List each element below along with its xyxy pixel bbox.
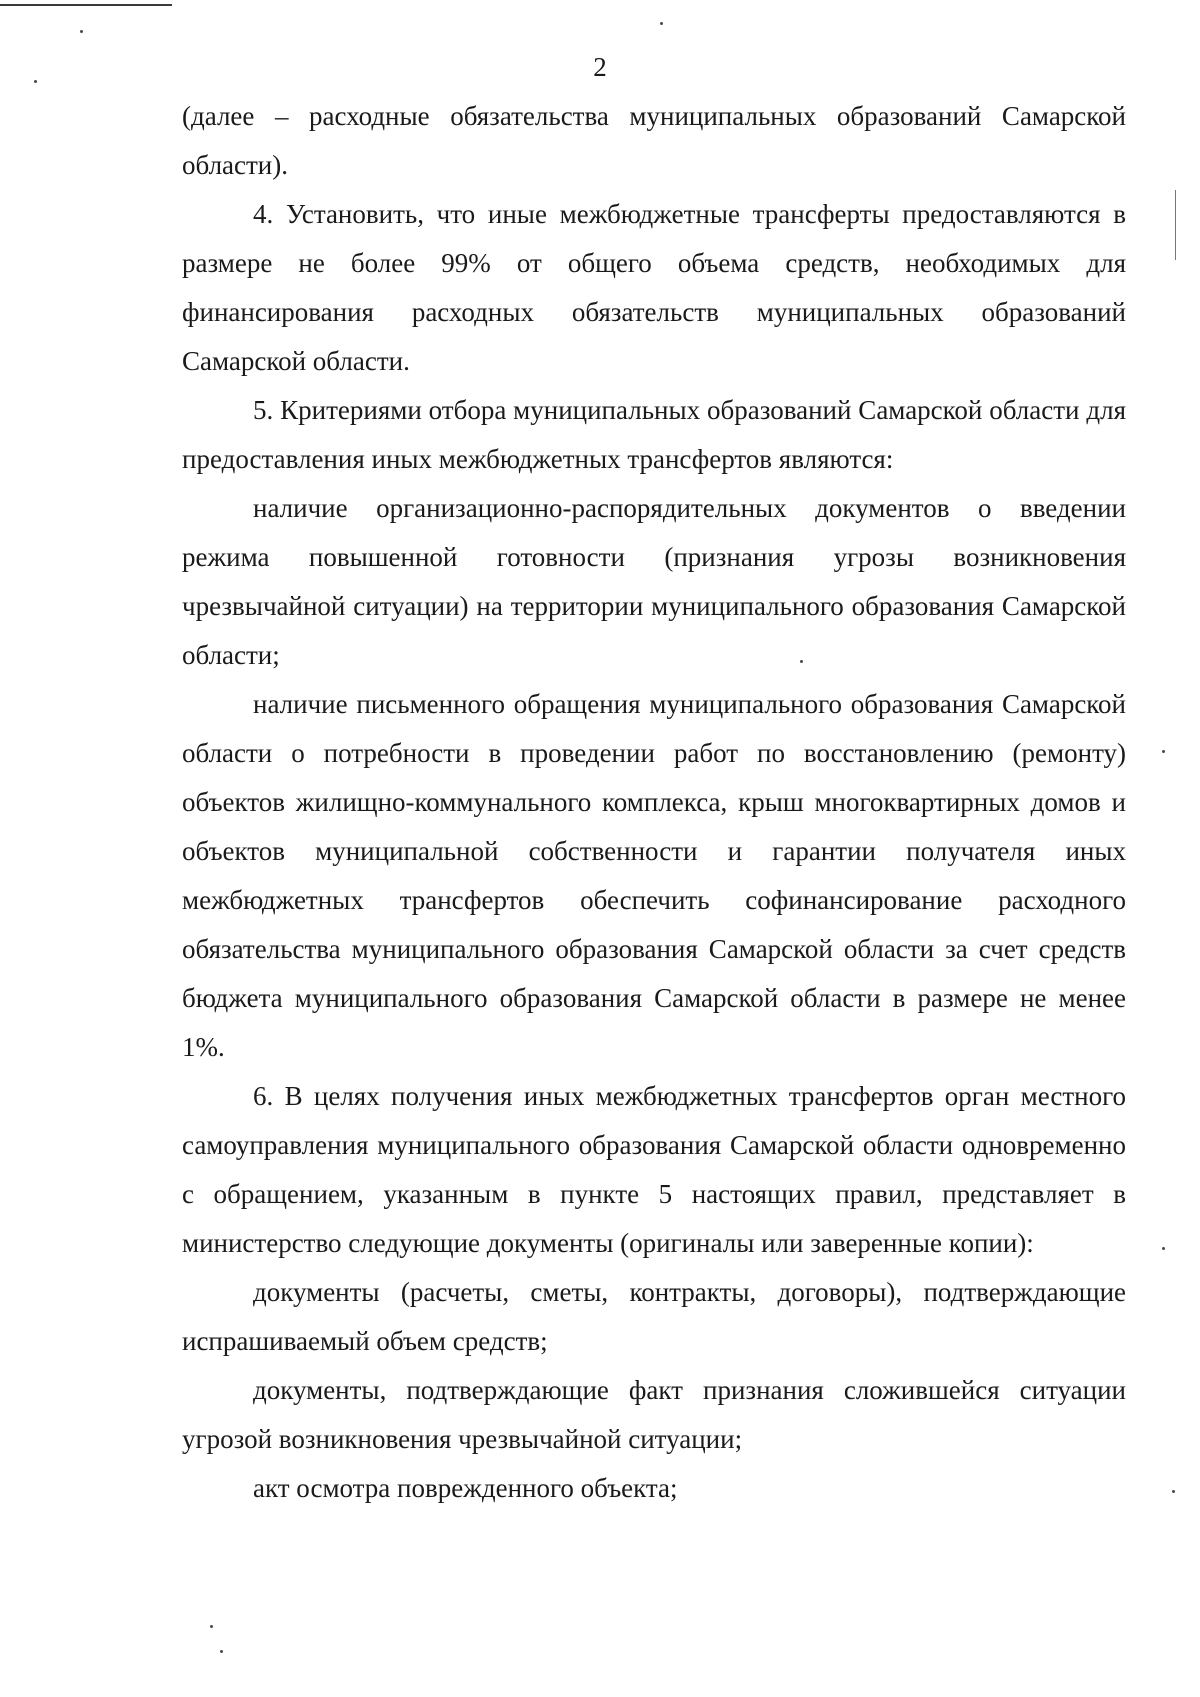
paragraph-criterion-2: наличие письменного обращения муниципального образования Самарской области о потребности в проведении работ по восстановлению (ремонту) объектов жилищно-коммунального комплекса, крыш многоквартирных домов и объектов муниципальной собственности и гарантии получателя иных межбюджетных трансфертов обеспечить софинансирование расходного обязательства муниципального образования Самарской области за счет средств бюджета муниципального образования Самарской области в размере не менее 1%. (182, 689, 1126, 1062)
scan-speck (1162, 1247, 1165, 1250)
paragraph-document-2: документы, подтверждающие факт признания сложившейся ситуации угрозой возникновения чрезвычайной ситуации; (182, 1375, 1126, 1454)
paragraph-item-5: 5. Критериями отбора муниципальных образований Самарской области для предоставления иных межбюджетных трансфертов являются: (182, 395, 1126, 474)
scan-speck (1172, 1490, 1175, 1493)
document-body (182, 92, 1126, 1513)
paragraph-item-4: 4. Установить, что иные межбюджетные трансферты предоставляются в размере не более 99% от общего объема средств, необходимых для финансирования расходных обязательств муниципальных образований Самарской области. (182, 199, 1126, 376)
scan-speck (220, 1650, 223, 1653)
scan-speck (660, 22, 663, 25)
scan-margin-mark (1175, 190, 1176, 260)
paragraph-document-1: документы (расчеты, сметы, контракты, договоры), подтверждающие испрашиваемый объем средств; (182, 1277, 1126, 1356)
scan-edge-line (0, 4, 172, 6)
scan-speck (34, 80, 37, 83)
scan-speck (1162, 750, 1165, 753)
paragraph-document-3: акт осмотра поврежденного объекта; (253, 1473, 678, 1503)
scan-speck (210, 1625, 213, 1628)
scan-speck (800, 660, 803, 663)
paragraph-continuation: (далее – расходные обязательства муниципальных образований Самарской области). (182, 101, 1126, 180)
page-number: 2 (593, 52, 607, 82)
paragraph-criterion-1: наличие организационно-распорядительных документов о введении режима повышенной готовности (признания угрозы возникновения чрезвычайной ситуации) на территории муниципального образования Самарской области; (182, 493, 1126, 670)
paragraph-item-6: 6. В целях получения иных межбюджетных трансфертов орган местного самоуправления муниципального образования Самарской области одновременно с обращением, указанным в пункте 5 настоящих правил, представляет в министерство следующие документы (оригиналы или заверенные копии): (182, 1081, 1126, 1258)
scan-speck (80, 30, 83, 33)
